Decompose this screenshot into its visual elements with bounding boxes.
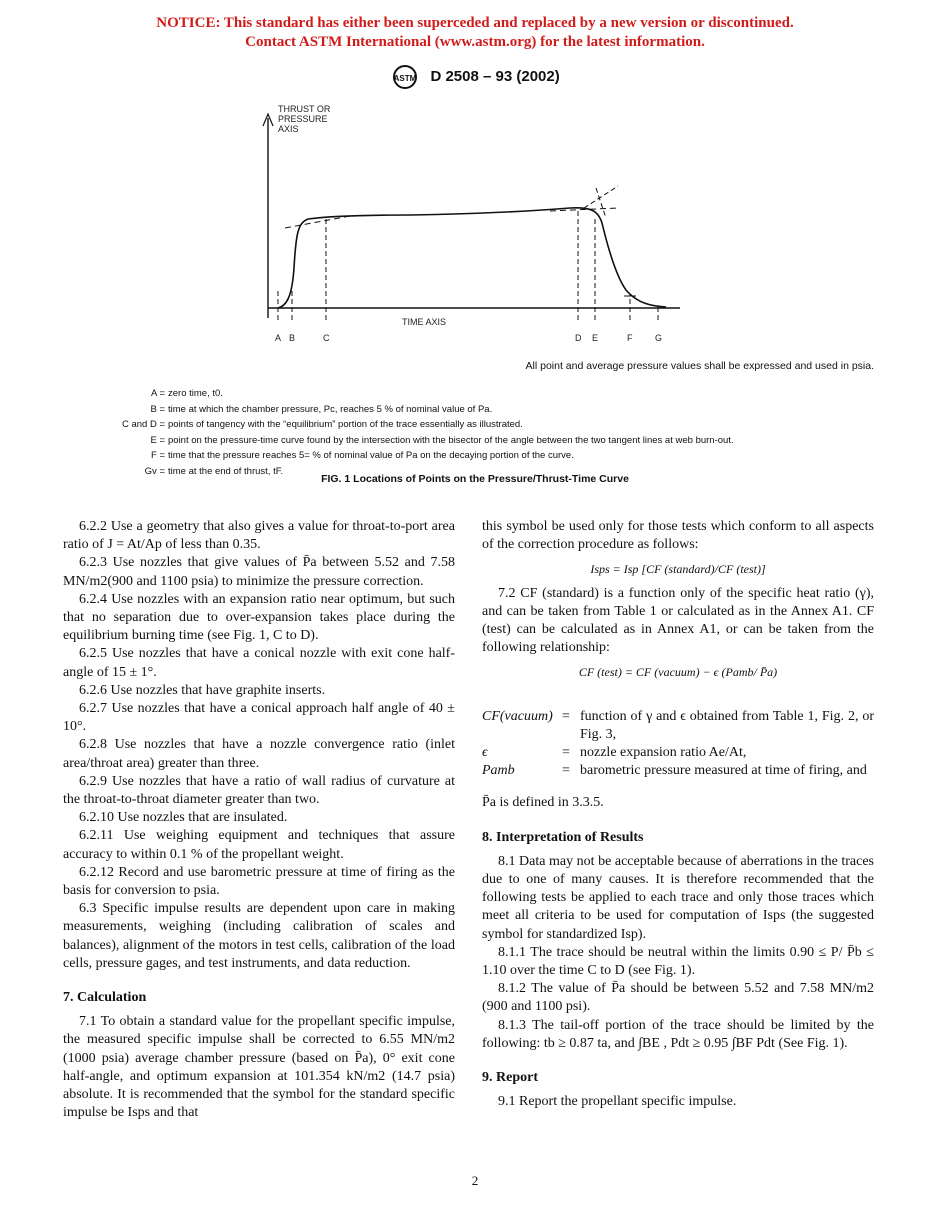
figure-legend	[60, 386, 900, 479]
legend-text: point on the pressure-time curve found by the intersection with the bisector of the angle between the two tangent lines at web burn-out.	[168, 434, 734, 446]
paragraph: 8.1.2 The value of P̄a should be between 5.52 and 7.58 MN/m2 (900 and 1100 psi).	[482, 981, 874, 1015]
point-label-d: D	[575, 333, 582, 343]
legend-key: B =	[150, 403, 165, 415]
notice-line-1: NOTICE: This standard has either been superceded and replaced by a new version or discontinued.	[156, 15, 794, 31]
figure-1	[250, 98, 690, 353]
section-heading-8: 8. Interpretation of Results	[482, 829, 644, 845]
definition-eq: =	[562, 745, 570, 761]
section-heading-7: 7. Calculation	[63, 990, 147, 1006]
y-axis-label-1: THRUST OR	[278, 104, 331, 114]
figure-caption: FIG. 1 Locations of Points on the Pressure/Thrust-Time Curve	[321, 473, 629, 485]
paragraph: 6.2.3 Use nozzles that give values of P̄a between 5.52 and 7.58 MN/m2(900 and 1100 psia) to minimize the pressure correction.	[63, 555, 455, 589]
equation-cf-test: CF (test) = CF (vacuum) − ϵ (Pamb/ P̄a)	[578, 665, 778, 680]
paragraph: 8.1.1 The trace should be neutral within the limits 0.90 ≤ P/ P̄b ≤ 1.10 over the time C to D (see Fig. 1).	[482, 944, 874, 979]
point-label-e: E	[592, 333, 599, 343]
legend-row	[60, 402, 900, 418]
paragraph: 6.2.5 Use nozzles that have a conical nozzle with exit cone half-angle of 15 ± 1°.	[63, 646, 455, 680]
paragraph: 6.3 Specific impulse results are dependent upon care in making measurements, weighing (including calibration of scales and balances), alignment of the motors in test cells, calibration of the load cells, pressure gages, and test instruments, and data reduction.	[63, 901, 455, 971]
paragraph: 7.1 To obtain a standard value for the propellant specific impulse, the measured specific impulse shall be corrected to 6.55 MN/m2 (1000 psia) average chamber pressure (based on P̄a), 0° exit cone half-angle, and optimum expansion at 101.354 kN/m2 (14.7 psia) absolute. It is recommended that the symbol for the standard specific impulse be Isps and that	[63, 1014, 455, 1121]
definition-row	[482, 744, 874, 762]
definition-symbol: Pamb	[482, 763, 515, 779]
paragraph: 6.2.10 Use nozzles that are insulated.	[79, 810, 288, 826]
definition-text: nozzle expansion ratio Ae/At,	[580, 745, 747, 761]
definition-eq: =	[562, 708, 570, 724]
legend-key: A =	[151, 388, 165, 399]
legend-text: points of tangency with the “equilibrium” portion of the trace essentially as illustrated.	[168, 419, 523, 430]
definition-text: barometric pressure measured at time of firing, and	[580, 763, 867, 779]
definition-row	[482, 762, 874, 780]
paragraph: 6.2.11 Use weighing equipment and techniques that assure accuracy to within 0.1 % of the propellant weight.	[63, 828, 455, 862]
point-label-a: A	[275, 333, 282, 343]
legend-text: time at the end of thrust, tF.	[168, 465, 284, 477]
legend-key: C and D =	[121, 419, 165, 430]
document-header	[0, 64, 950, 90]
legend-key: Gv =	[144, 465, 165, 477]
definition-symbol: ϵ	[482, 745, 488, 761]
right-column	[482, 518, 874, 1111]
paragraph: 6.2.2 Use a geometry that also gives a value for throat-to-port area ratio of J = At/Ap of less than 0.35.	[63, 519, 455, 553]
definition-symbol: CF(vacuum)	[482, 708, 553, 724]
paragraph: this symbol be used only for those tests which conform to all aspects of the correction procedure as follows:	[482, 519, 874, 553]
point-label-g: G	[655, 333, 663, 343]
svg-text:ASTM: ASTM	[393, 74, 417, 83]
definitions-list	[482, 708, 874, 781]
page-number: 2	[471, 1173, 479, 1188]
paragraph: 7.2 CF (standard) is a function only of the specific heat ratio (γ), and can be taken from Table 1 or calculated as in the Annex A1. CF (test) can be calculated as in Annex A1, or can be taken from the following relationship:	[482, 585, 874, 656]
legend-key: E =	[150, 434, 165, 446]
notice-line-2: Contact ASTM International (www.astm.org) for the latest information.	[245, 34, 705, 50]
y-axis-label-3: AXIS	[278, 124, 299, 134]
legend-text: time that the pressure reaches 5= % of nominal value of Pa on the decaying portion of the curve.	[168, 450, 574, 461]
legend-row	[60, 448, 900, 464]
paragraph: 6.2.9 Use nozzles that have a ratio of wall radius of curvature at the throat-to-throat diameter greater than two.	[63, 773, 455, 808]
y-axis-label-2: PRESSURE	[278, 114, 328, 124]
equation-isps: Isps = Isp [CF (standard)/CF (test)]	[590, 562, 766, 577]
paragraph: 6.2.6 Use nozzles that have graphite inserts.	[79, 682, 326, 698]
legend-text: zero time, t0.	[168, 388, 223, 399]
legend-text: time at which the chamber pressure, Pc, reaches 5 % of nominal value of Pa.	[168, 403, 493, 415]
definition-text: function of γ and ϵ obtained from Table 1, Fig. 2, or Fig. 3,	[580, 708, 874, 742]
pressure-curve	[278, 208, 666, 308]
definition-row	[482, 708, 874, 744]
paragraph: 8.1.3 The tail-off portion of the trace should be limited by the following: tb ≥ 0.87 ta, and ∫BE , Pdt ≥ 0.95 ∫BF Pdt (See Fig. 1).	[482, 1017, 874, 1051]
notice-banner	[0, 14, 950, 52]
point-label-f: F	[627, 333, 633, 343]
paragraph: 6.2.7 Use nozzles that have a conical approach half angle of 40 ± 10°.	[63, 701, 455, 735]
paragraph: 9.1 Report the propellant specific impulse.	[498, 1094, 737, 1110]
paragraph: 6.2.12 Record and use barometric pressure at time of firing as the basis for conversion to psia.	[63, 864, 455, 899]
legend-row	[60, 417, 900, 433]
legend-key: F =	[151, 450, 165, 461]
definition-eq: =	[562, 763, 570, 779]
tangent-line-burnout	[584, 186, 618, 208]
paragraph: P̄a is defined in 3.3.5.	[482, 795, 604, 811]
paragraph: 8.1 Data may not be acceptable because of aberrations in the traces due to one of many causes. It is therefore recommended that the following tests be applied to each trace and only those traces which meet all criteria to be used for computation of Isps (the suggested symbol for standardized Isp).	[482, 853, 874, 942]
section-heading-9: 9. Report	[482, 1070, 538, 1086]
figure-note: All point and average pressure values shall be expressed and used in psia.	[525, 360, 874, 372]
legend-row	[60, 386, 900, 402]
point-label-c: C	[323, 333, 330, 343]
x-axis-label: TIME AXIS	[402, 317, 447, 327]
paragraph: 6.2.4 Use nozzles with an expansion ratio near optimum, but such that no separation due to over-expansion takes place during the equilibrium burning time (see Fig. 1, C to D).	[63, 591, 455, 644]
paragraph: 6.2.8 Use nozzles that have a nozzle convergence ratio (inlet area/throat area) greater than three.	[63, 737, 455, 771]
point-label-b: B	[289, 333, 296, 343]
left-column	[63, 518, 455, 1123]
designation: D 2508 – 93 (2002)	[430, 67, 560, 85]
pressure-time-diagram	[250, 98, 690, 348]
astm-logo-icon	[390, 64, 420, 90]
legend-row	[60, 433, 900, 449]
